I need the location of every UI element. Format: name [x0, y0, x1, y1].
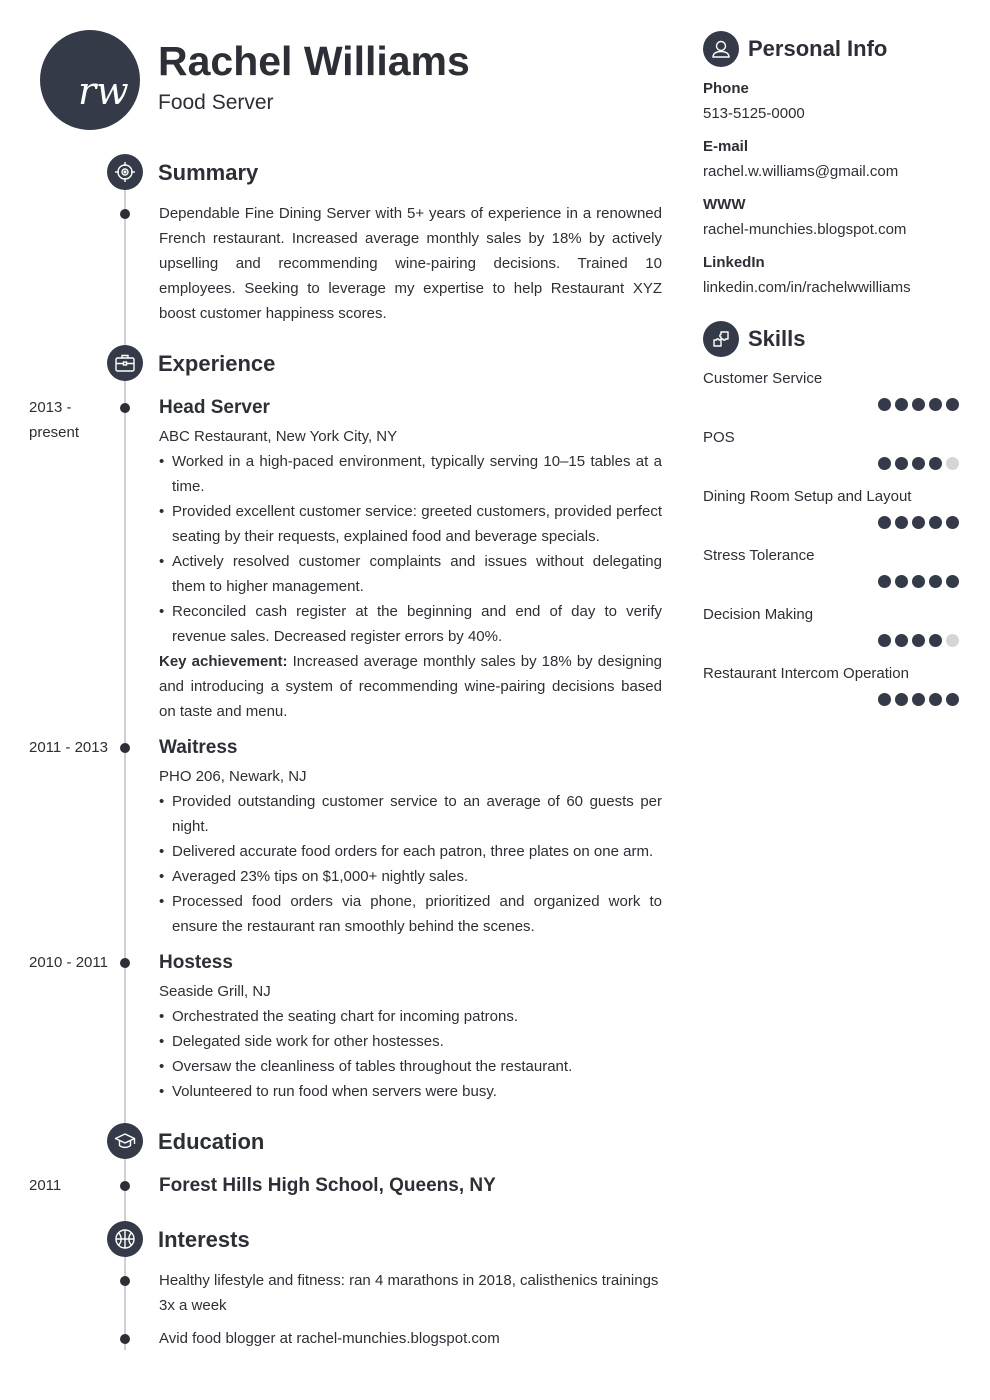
school-name: Forest Hills High School, Queens, NY — [159, 1175, 496, 1196]
job-company: Seaside Grill, NJ — [159, 983, 271, 1000]
skill-rating — [878, 516, 959, 529]
skill-rating — [878, 693, 959, 706]
rating-dot-filled — [912, 457, 925, 470]
job-title: Waitress — [159, 737, 238, 758]
monogram-avatar — [40, 30, 140, 130]
graduation-cap-icon — [107, 1123, 143, 1159]
rating-dot-filled — [912, 516, 925, 529]
personal-info-heading: Personal Info — [748, 36, 888, 61]
skill-name: Dining Room Setup and Layout — [703, 488, 912, 505]
timeline-dot — [120, 958, 130, 968]
rating-dot-filled — [878, 575, 891, 588]
skill-name: Stress Tolerance — [703, 547, 815, 564]
skill-rating — [878, 634, 959, 647]
rating-dot-filled — [912, 693, 925, 706]
job-company: PHO 206, Newark, NJ — [159, 768, 307, 785]
list-item: • Averaged 23% tips on $1,000+ nightly sales. — [159, 864, 662, 889]
education-date: 2011 — [29, 1177, 62, 1194]
www-label: WWW — [703, 196, 746, 213]
phone-label: Phone — [703, 80, 749, 97]
rating-dot-filled — [895, 575, 908, 588]
list-item: • Provided excellent customer service: greeted customers, provided perfect seating by their requests, explained food and beverage specials. — [159, 499, 662, 549]
list-item: • Provided outstanding customer service to an average of 60 guests per night. — [159, 789, 662, 839]
job-bullets — [159, 789, 662, 939]
rating-dot-filled — [929, 575, 942, 588]
www-value[interactable]: rachel-munchies.blogspot.com — [703, 221, 907, 238]
job-date: 2010 - 2011 — [29, 954, 108, 971]
rating-dot-filled — [946, 575, 959, 588]
rating-dot-filled — [912, 398, 925, 411]
job-title: Head Server — [159, 397, 270, 418]
rating-dot-filled — [946, 398, 959, 411]
list-item: • Delivered accurate food orders for each patron, three plates on one arm. — [159, 839, 662, 864]
linkedin-label: LinkedIn — [703, 254, 765, 271]
skills-heading: Skills — [748, 326, 806, 351]
timeline-dot — [120, 209, 130, 219]
basketball-icon — [107, 1221, 143, 1257]
job-bullets — [159, 449, 662, 649]
skill-rating — [878, 457, 959, 470]
rating-dot-filled — [929, 457, 942, 470]
briefcase-icon — [107, 345, 143, 381]
skill-name: Decision Making — [703, 606, 814, 623]
rating-dot-filled — [895, 457, 908, 470]
job-date: 2011 - 2013 — [29, 739, 108, 756]
rating-dot-filled — [878, 516, 891, 529]
timeline-dot — [120, 403, 130, 413]
skill-rating — [878, 575, 959, 588]
experience-heading: Experience — [158, 351, 276, 376]
puzzle-icon — [703, 321, 739, 357]
interest-item: Healthy lifestyle and fitness: ran 4 marathons in 2018, calisthenics trainings 3x a week — [159, 1272, 659, 1314]
user-icon — [703, 31, 739, 67]
rating-dot-filled — [878, 634, 891, 647]
phone-value: 513-5125-0000 — [703, 105, 805, 122]
job-company: ABC Restaurant, New York City, NY — [159, 428, 398, 445]
job-bullets — [159, 1004, 662, 1104]
rating-dot-filled — [929, 634, 942, 647]
skill-name: Restaurant Intercom Operation — [703, 665, 909, 682]
list-item: • Worked in a high-paced environment, typically serving 10–15 tables at a time. — [159, 449, 662, 499]
summary-heading: Summary — [158, 160, 259, 185]
rating-dot-filled — [912, 575, 925, 588]
skill-name: Customer Service — [703, 370, 823, 387]
key-achievement — [159, 649, 662, 724]
linkedin-value[interactable]: linkedin.com/in/rachelwwilliams — [703, 279, 911, 296]
list-item: • Oversaw the cleanliness of tables throughout the restaurant. — [159, 1054, 662, 1079]
rating-dot-filled — [878, 693, 891, 706]
timeline-dot — [120, 1276, 130, 1286]
timeline-dot — [120, 743, 130, 753]
rating-dot-filled — [929, 398, 942, 411]
job-title: Hostess — [159, 952, 233, 973]
skill-name: POS — [703, 429, 735, 446]
timeline-dot — [120, 1334, 130, 1344]
rating-dot-filled — [895, 398, 908, 411]
rating-dot-filled — [895, 634, 908, 647]
list-item: • Reconciled cash register at the beginning and end of day to verify revenue sales. Decreased register errors by 40%. — [159, 599, 662, 649]
rating-dot-filled — [929, 693, 942, 706]
rating-dot-empty — [946, 457, 959, 470]
key-achievement-text: Increased average monthly sales by 18% by designing and introducing a system of recommending wine-pairing decisions based on taste and menu. — [159, 653, 662, 720]
rating-dot-filled — [929, 516, 942, 529]
email-label: E-mail — [703, 138, 749, 155]
list-item: • Volunteered to run food when servers were busy. — [159, 1079, 662, 1104]
monogram-initials: rw — [78, 69, 129, 113]
list-item: • Actively resolved customer complaints and issues without delegating them to higher management. — [159, 549, 662, 599]
skill-rating — [878, 398, 959, 411]
rating-dot-filled — [895, 516, 908, 529]
email-value[interactable]: rachel.w.williams@gmail.com — [703, 163, 899, 180]
list-item: • Processed food orders via phone, prioritized and organized work to ensure the restaurant ran smoothly behind the scenes. — [159, 889, 662, 939]
rating-dot-filled — [912, 634, 925, 647]
rating-dot-filled — [895, 693, 908, 706]
list-item: • Delegated side work for other hostesses. — [159, 1029, 662, 1054]
job-date: 2013 - present — [29, 399, 80, 441]
interest-item: Avid food blogger at rachel-munchies.blogspot.com — [159, 1330, 500, 1347]
candidate-name: Rachel Williams — [158, 38, 470, 84]
rating-dot-filled — [946, 693, 959, 706]
list-item: • Orchestrated the seating chart for incoming patrons. — [159, 1004, 662, 1029]
rating-dot-filled — [946, 516, 959, 529]
key-achievement-label: Key achievement: — [159, 653, 288, 670]
candidate-title: Food Server — [158, 91, 274, 114]
education-heading: Education — [158, 1129, 265, 1154]
summary-text: Dependable Fine Dining Server with 5+ years of experience in a renowned French restaurant. Increased average monthly sales by 18% by actively upselling and recommending wine-pairing decisions. Trained 10 employees. Seeking to leverage my expertise to help Restaurant XYZ boost customer happiness scores. — [159, 205, 662, 322]
target-icon — [107, 154, 143, 190]
interests-heading: Interests — [158, 1227, 250, 1252]
rating-dot-empty — [946, 634, 959, 647]
timeline-dot — [120, 1181, 130, 1191]
rating-dot-filled — [878, 457, 891, 470]
rating-dot-filled — [878, 398, 891, 411]
